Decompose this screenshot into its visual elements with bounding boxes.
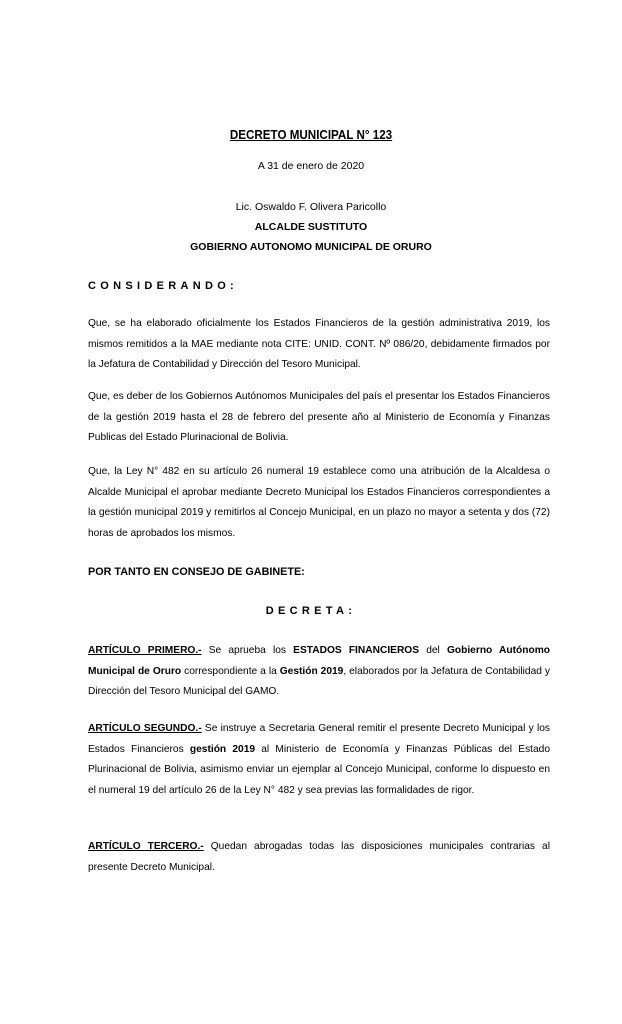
decree-date: A 31 de enero de 2020	[257, 160, 365, 172]
article-primero	[88, 641, 550, 703]
article-tercero	[88, 837, 550, 878]
article-segundo-label: ARTÍCULO SEGUNDO.-	[88, 723, 202, 734]
article-segundo	[88, 719, 550, 801]
considerando-heading: CONSIDERANDO:	[88, 280, 239, 292]
por-tanto-heading: POR TANTO EN CONSEJO DE GABINETE:	[88, 566, 305, 578]
decreta-heading: DECRETA:	[265, 605, 357, 617]
article-primero-text-3: correspondiente a la	[181, 665, 280, 677]
article-primero-bold-1: ESTADOS FINANCIEROS	[293, 645, 420, 656]
article-primero-bold-2: Gobierno Autónomo Municipal de Oruro	[88, 645, 550, 677]
article-primero-text-2: del	[419, 645, 447, 656]
article-primero-bold-3: Gestión 2019	[279, 665, 344, 677]
considerando-paragraph-2: Que, es deber de los Gobiernos Autónomos Municipales del país el presentar los Estados Financieros de la gestión 2019 hasta el 28 de febrero del presente año al Ministerio de Economía y Finanzas Publicas del Estado Plurinacional de Bolivia.	[88, 391, 550, 443]
signer-name: Lic. Oswaldo F. Olivera Paricollo	[235, 201, 387, 213]
article-primero-text-4: , elaborados por la Jefatura de Contabilidad y Dirección del Tesoro Municipal del GAMO.	[88, 665, 550, 697]
considerando-paragraph-3: Que, la Ley N° 482 en su artículo 26 numeral 19 establece como una atribución de la Alcaldesa o Alcalde Municipal el aprobar mediante Decreto Municipal los Estados Financieros correspondientes a la gestión municipal 2019 y remitirlos al Concejo Municipal, en un plazo no mayor a setenta y dos (72) horas de aprobados los mismos.	[88, 466, 550, 539]
article-tercero-label: ARTÍCULO TERCERO.-	[88, 841, 204, 852]
article-segundo-text-1: Se instruye a Secretaria General remitir el presente Decreto Municipal y los Estados Financieros	[88, 723, 550, 755]
signer-role: ALCALDE SUSTITUTO	[254, 221, 368, 233]
article-segundo-text-2: al Ministerio de Economía y Finanzas Públicas del Estado Plurinacional de Bolivia, asimismo enviar un ejemplar al Concejo Municipal, conforme lo dispuesto en el numeral 19 del artículo 26 de la Ley N° 482 y sea previas las formalidades de rigor.	[88, 743, 550, 796]
decree-title: DECRETO MUNICIPAL N° 123	[229, 128, 393, 142]
article-segundo-bold-1: gestión 2019	[189, 743, 256, 755]
article-primero-label: ARTÍCULO PRIMERO.-	[88, 645, 202, 656]
article-primero-text-1: Se aprueba los	[201, 645, 294, 656]
article-tercero-text-1: Quedan abrogadas todas las disposiciones municipales contrarias al presente Decreto Municipal.	[88, 841, 550, 873]
institution-name: GOBIERNO AUTONOMO MUNICIPAL DE ORURO	[190, 241, 432, 253]
considerando-paragraph-1: Que, se ha elaborado oficialmente los Estados Financieros de la gestión administrativa 2019, los mismos remitidos a la MAE mediante nota CITE: UNID. CONT. Nº 086/20, debidamente firmados por la Jefatura de Contabilidad y Dirección del Tesoro Municipal.	[88, 318, 550, 370]
